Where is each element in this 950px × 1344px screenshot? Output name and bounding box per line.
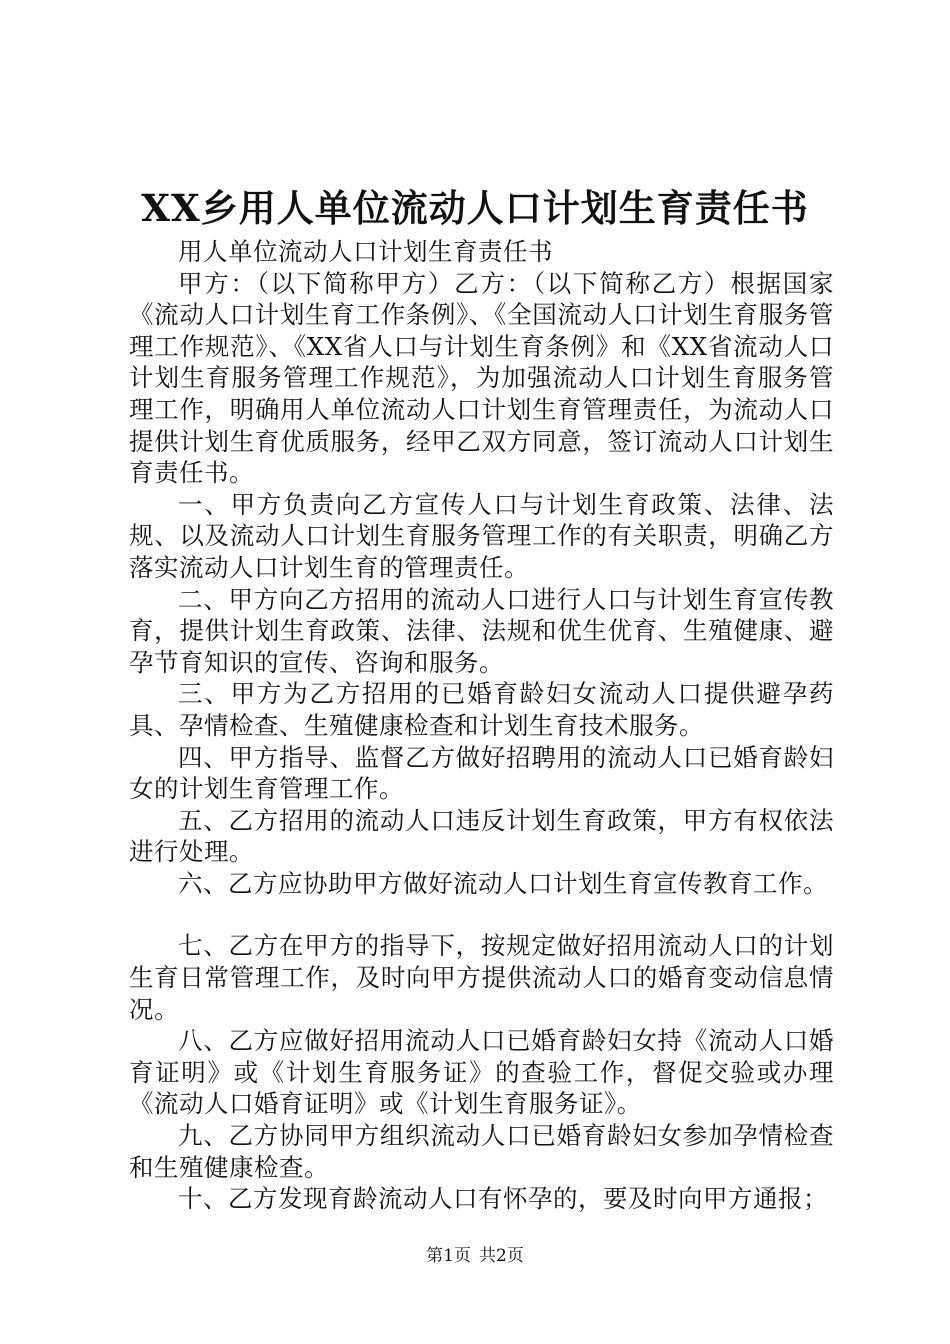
document-body (129, 236, 834, 1215)
paragraph-clause-6: 六、乙方应协助甲方做好流动人口计划生育宣传教育工作。 (178, 868, 828, 898)
paragraph-clause-7: 七、乙方在甲方的指导下，按规定做好招用流动人口的计划生育日常管理工作，及时向甲方提供流动人口的婚育变动信息情况。 (129, 931, 834, 1024)
paragraph-clause-9: 九、乙方协同甲方组织流动人口已婚育龄妇女参加孕情检查和生殖健康检查。 (129, 1121, 834, 1182)
paragraph-clause-5: 五、乙方招用的流动人口违反计划生育政策，甲方有权依法进行处理。 (129, 805, 834, 867)
paragraph-clause-4: 四、甲方指导、监督乙方做好招聘用的流动人口已婚育龄妇女的计划生育管理工作。 (129, 742, 834, 804)
paragraph-clause-3: 三、甲方为乙方招用的已婚育龄妇女流动人口提供避孕药具、孕情检查、生殖健康检查和计划生育技术服务。 (129, 679, 834, 740)
page-total: 共2页 (479, 1246, 524, 1266)
document-title: XX乡用人单位流动人口计划生育责任书 (141, 186, 809, 230)
document-subtitle: 用人单位流动人口计划生育责任书 (178, 237, 553, 266)
paragraph-preamble: 甲方：（以下简称甲方）乙方：（以下简称乙方）根据国家《流动人口计划生育工作条例》、《全国流动人口计划生育服务管理工作规范》、《XX省人口与计划生育条例》和《XX省流动人口计划生育服务管理工作规范》，为加强流动人口计划生育服务管理工作，明确用人单位流动人口计划生育管理责任，为流动人口提供计划生育优质服务，经甲乙双方同意，签订流动人口计划生育责任书。 (129, 268, 834, 488)
page-footer (0, 1244, 950, 1268)
paragraph-clause-10: 十、乙方发现育龄流动人口有怀孕的，要及时向甲方通报； (178, 1184, 828, 1214)
page-number: 第1页 (426, 1246, 471, 1266)
paragraph-clause-8: 八、乙方应做好招用流动人口已婚育龄妇女持《流动人口婚育证明》或《计划生育服务证》的查验工作，督促交验或办理《流动人口婚育证明》或《计划生育服务证》。 (129, 1026, 834, 1119)
paragraph-clause-1: 一、甲方负责向乙方宣传人口与计划生育政策、法律、法规、以及流动人口计划生育服务管理工作的有关职责，明确乙方落实流动人口计划生育的管理责任。 (129, 489, 834, 582)
paragraph-clause-2: 二、甲方向乙方招用的流动人口进行人口与计划生育宣传教育，提供计划生育政策、法律、法规和优生优育、生殖健康、避孕节育知识的宣传、咨询和服务。 (129, 584, 834, 677)
